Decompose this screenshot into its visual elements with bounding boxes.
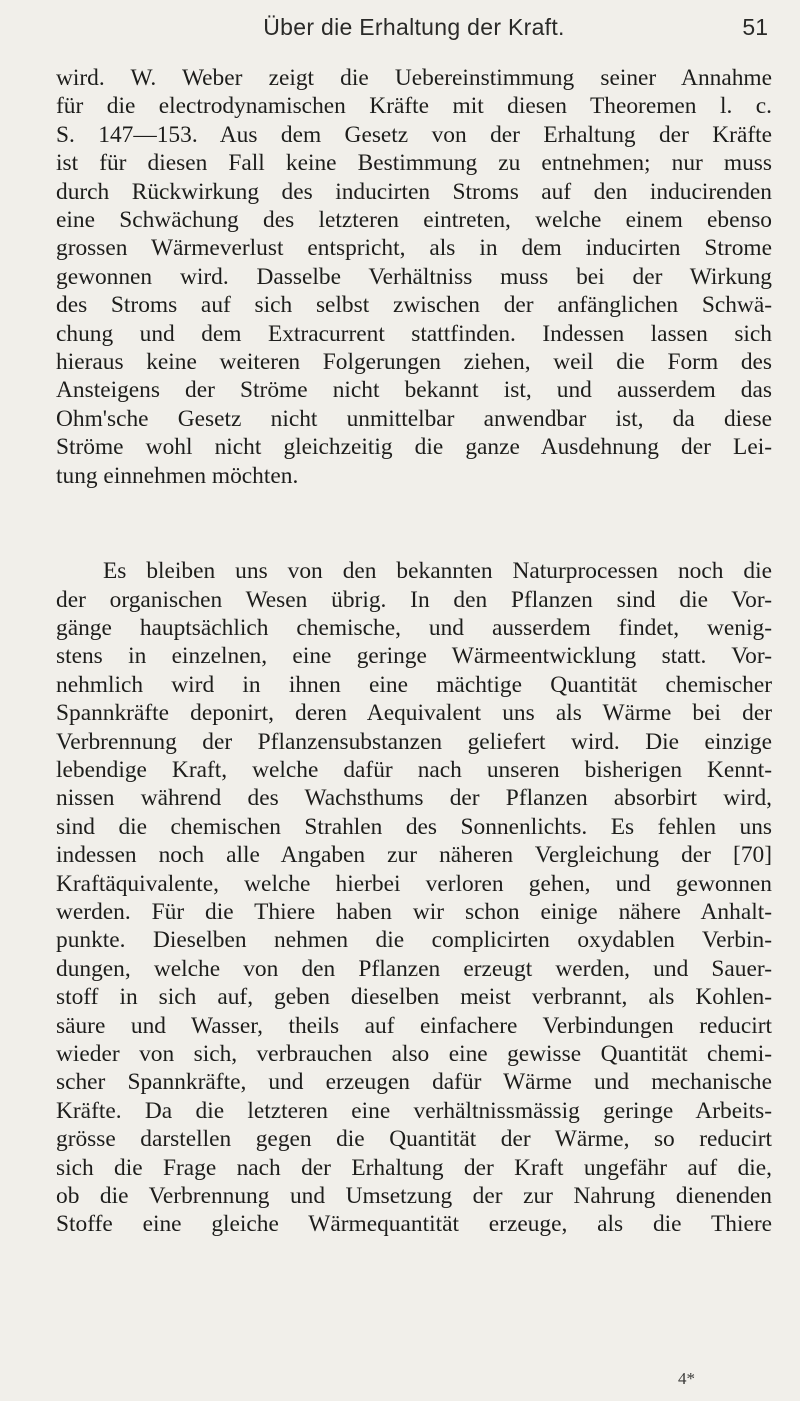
text-line: säure und Wasser, theils auf einfachere Verbindungen reducirt [56, 1012, 772, 1039]
text-line: punkte. Dieselben nehmen die complicirten oxydablen Verbin- [56, 927, 772, 954]
text-line: ist für diesen Fall keine Bestimmung zu entnehmen; nur muss [56, 150, 772, 177]
signature-mark: 4* [678, 1369, 695, 1388]
text-line: gewonnen wird. Dasselbe Verhältniss muss bei der Wirkung [56, 263, 772, 290]
text-line: Kraftäquivalente, welche hierbei verloren gehen, und gewonnen [56, 870, 772, 897]
text-line: gänge hauptsächlich chemische, und ausserdem findet, wenig- [56, 614, 772, 641]
text-line: Es bleiben uns von den bekannten Naturprocessen noch die [103, 558, 772, 585]
text-line: wieder von sich, verbrauchen also eine gewisse Quantität chemi- [56, 1041, 772, 1067]
text-line: tung einnehmen möchten. [56, 462, 299, 489]
text-line: lebendige Kraft, welche dafür nach unseren bisherigen Kennt- [56, 756, 772, 783]
text-line: für die electrodynamischen Kräfte mit diesen Theoremen l. c. [56, 93, 772, 120]
text-line: nissen während des Wachsthums der Pflanzen absorbirt wird, [56, 785, 772, 812]
text-line: der organischen Wesen übrig. In den Pflanzen sind die Vor- [56, 586, 772, 613]
body-text [56, 64, 772, 1239]
running-head-title: Über die Erhaltung der Kraft. [263, 14, 565, 40]
text-line: dungen, welche von den Pflanzen erzeugt werden, und Sauer- [56, 955, 772, 982]
text-line: nehmlich wird in ihnen eine mächtige Quantität chemischer [56, 671, 772, 698]
text-line: Ströme wohl nicht gleichzeitig die ganze Ausdehnung der Lei- [56, 434, 772, 461]
page-number: 51 [742, 14, 768, 40]
text-line: stoff in sich auf, geben dieselben meist verbrannt, als Kohlen- [56, 984, 772, 1011]
text-line: Spannkräfte deponirt, deren Aequivalent uns als Wärme bei der [56, 700, 772, 727]
text-line: wird. W. Weber zeigt die Uebereinstimmung seiner Annahme [56, 65, 772, 91]
text-line: S. 147—153. Aus dem Gesetz von der Erhaltung der Kräfte [56, 121, 772, 148]
text-line: indessen noch alle Angaben zur näheren Vergleichung der [70] [56, 842, 772, 869]
text-line: ob die Verbrennung und Umsetzung der zur Nahrung dienenden [56, 1183, 772, 1210]
text-line: chung und dem Extracurrent stattfinden. Indessen lassen sich [56, 320, 772, 347]
book-page [56, 0, 772, 1401]
text-line: Verbrennung der Pflanzensubstanzen geliefert wird. Die einzige [56, 728, 772, 755]
text-line: scher Spannkräfte, und erzeugen dafür Wärme und mechanische [56, 1069, 772, 1096]
text-line: werden. Für die Thiere haben wir schon einige nähere Anhalt- [56, 898, 772, 925]
text-line: durch Rückwirkung des inducirten Stroms auf den inducirenden [56, 178, 772, 205]
running-head [56, 0, 772, 64]
text-line: stens in einzelnen, eine geringe Wärmeentwicklung statt. Vor- [56, 643, 772, 670]
text-line: Ansteigens der Ströme nicht bekannt ist, und ausserdem das [56, 377, 772, 404]
text-line: grossen Wärmeverlust entspricht, als in dem inducirten Strome [56, 235, 772, 262]
text-line: Stoffe eine gleiche Wärmequantität erzeuge, als die Thiere [56, 1211, 772, 1238]
text-line: Kräfte. Da die letzteren eine verhältnissmässig geringe Arbeits- [56, 1097, 772, 1124]
text-line: des Stroms auf sich selbst zwischen der anfänglichen Schwä- [56, 292, 772, 319]
text-line: Ohm'sche Gesetz nicht unmittelbar anwendbar ist, da diese [56, 405, 772, 432]
text-line: sind die chemischen Strahlen des Sonnenlichts. Es fehlen uns [56, 813, 772, 840]
text-line: grösse darstellen gegen die Quantität der Wärme, so reducirt [56, 1126, 772, 1153]
text-line: sich die Frage nach der Erhaltung der Kraft ungefähr auf die, [56, 1154, 772, 1181]
paragraph [56, 557, 772, 1239]
paragraph [56, 64, 772, 490]
text-line: hieraus keine weiteren Folgerungen ziehen, weil die Form des [56, 349, 772, 376]
text-line: eine Schwächung des letzteren eintreten, welche einem ebenso [56, 207, 772, 234]
